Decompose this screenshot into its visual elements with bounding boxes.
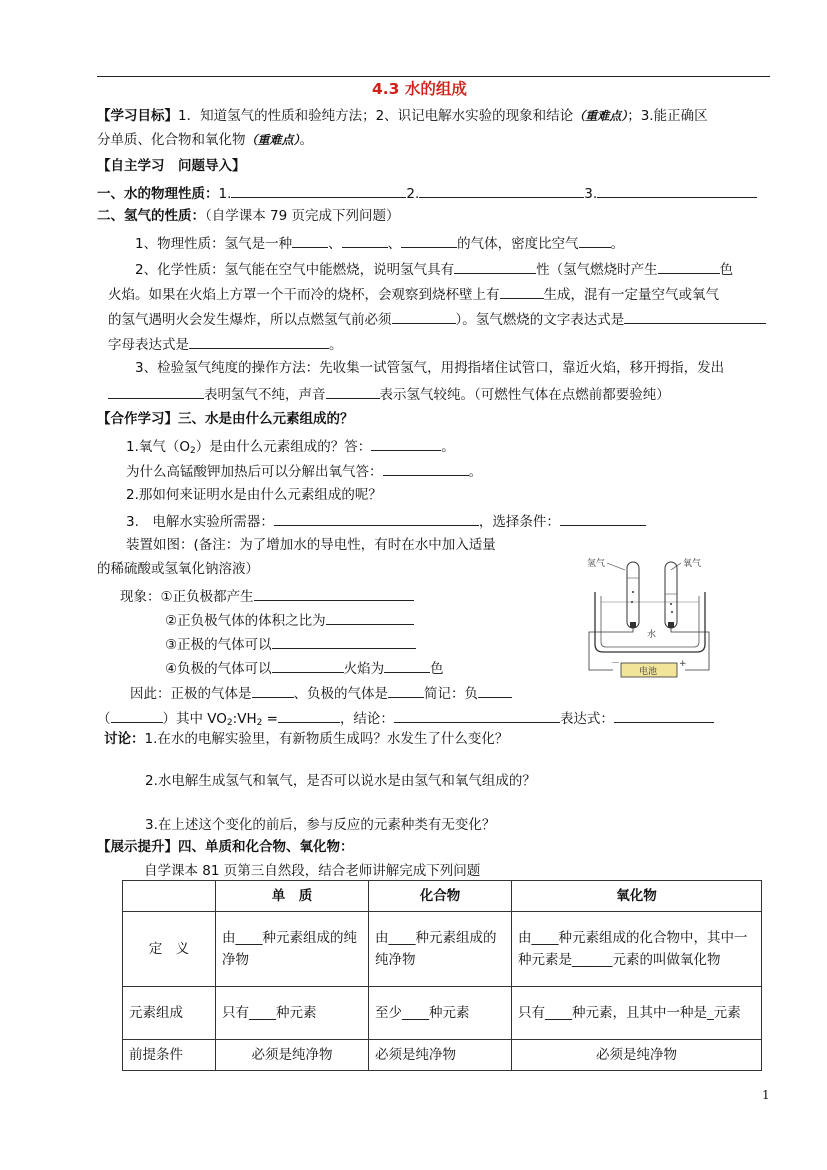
blank-negative-gas[interactable] [388, 683, 424, 698]
section-4-heading [97, 838, 354, 856]
blank-h2-density[interactable] [579, 233, 611, 248]
text: 。 [468, 464, 482, 480]
section-2-hint: （自学课本 79 页完成下列问题） [205, 208, 400, 224]
table-header-cell: 化合物 [369, 881, 512, 912]
text: ③正极的气体可以 [165, 637, 272, 653]
diagram-label-water: 水 [647, 630, 657, 640]
text: 1.在水的电解实验里，有新物质生成吗？水发生了什么变化？ [144, 731, 509, 747]
text: 3. 电解水实验所需器： [126, 514, 274, 530]
objectives-tag: 【学习目标】 [97, 108, 178, 124]
text: 简记：负 [424, 686, 478, 702]
blank-mnemonic-2[interactable] [111, 708, 163, 723]
objectives-note-2: （重难点） [245, 133, 300, 147]
blank-physical-1[interactable] [231, 183, 406, 198]
text: 色 [430, 661, 444, 677]
blank-obs-3[interactable] [272, 634, 416, 649]
section-4-intro: 自学课本 81 页第三自然段，结合老师讲解完成下列问题 [144, 863, 481, 879]
blank-physical-3[interactable] [597, 183, 757, 198]
blank-conclusion[interactable] [394, 708, 560, 723]
table-cell[interactable]: 只有____种元素，且其中一种是_元素 [512, 987, 762, 1040]
text: 字母表达式是 [108, 337, 189, 353]
objectives-end-2: 。 [299, 132, 314, 148]
table-cell[interactable]: 由____种元素组成的化合物中，其中一种元素是______元素的叫做氧化物 [512, 912, 762, 987]
subscript: 2 [190, 446, 196, 456]
text: 火焰。如果在火焰上方罩一个干而冷的烧杯，会观察到烧杯壁上有 [108, 287, 500, 303]
text: :VH [232, 711, 257, 727]
text: ）。氢气燃烧的文字表达式是 [455, 312, 625, 328]
blank-2-num: 2. [406, 186, 420, 202]
blank-ratio[interactable] [278, 708, 340, 723]
text: 。 [329, 337, 343, 353]
objectives-note-1: （重难点） [573, 109, 628, 123]
table-row [123, 987, 762, 1040]
text: 2、化学性质：氢气能在空气中能燃烧，说明氢气具有 [135, 262, 455, 278]
blank-word-equation[interactable] [624, 309, 766, 324]
hydrogen-chemical-line-3 [108, 309, 766, 329]
blank-condition[interactable] [560, 511, 646, 526]
text: 性（氢气燃烧时产生 [536, 262, 658, 278]
blank-flame-color[interactable] [658, 259, 720, 274]
text: （ [97, 711, 111, 727]
setup-note-2: 的稀硫酸或氢氧化钠溶液） [97, 561, 259, 577]
table-cell[interactable]: 由____种元素组成的纯净物 [216, 912, 369, 987]
discussion-label: 讨论： [104, 731, 145, 747]
blank-obs-1[interactable] [254, 586, 414, 601]
table-cell[interactable]: 由____种元素组成的纯净物 [369, 912, 512, 987]
show-heading: 四、单质和化合物、氧化物： [178, 839, 354, 855]
blank-3-num: 3. [584, 186, 598, 202]
page-title: 4.3 水的组成 [372, 80, 467, 98]
table-cell: 必须是纯净物 [512, 1040, 762, 1071]
observation-2 [165, 610, 414, 630]
text: 的氢气遇明火会发生爆炸，所以点燃氢气前必须 [108, 312, 392, 328]
blank-before-ignition[interactable] [392, 309, 456, 324]
blank-pure-sound[interactable] [326, 384, 380, 399]
text: ，选择条件： [478, 514, 560, 530]
table-cell: 必须是纯净物 [216, 1040, 369, 1071]
volume-ratio-line [97, 708, 714, 732]
water-trough [595, 592, 705, 652]
blank-mnemonic[interactable] [478, 683, 512, 698]
subscript: 2 [226, 718, 233, 728]
blank-h2-solubility[interactable] [401, 233, 457, 248]
blank-obs-4b[interactable] [384, 658, 430, 673]
text: ，结论： [339, 711, 394, 727]
blank-positive-gas[interactable] [252, 683, 294, 698]
coop-tag: 【合作学习】 [97, 411, 178, 427]
leader-line-hydrogen [607, 563, 625, 570]
page-number: 1 [762, 1088, 770, 1102]
table-row-label: 定 义 [123, 912, 216, 987]
text: 生成，混有一定量空气或氧气 [543, 287, 719, 303]
blank-impure-sound[interactable] [108, 384, 204, 399]
question-1 [126, 436, 455, 460]
table-cell: 必须是纯净物 [369, 1040, 512, 1071]
test-tube-oxygen [665, 562, 677, 628]
text: 表示氢气较纯。（可燃性气体在点燃前都要验纯） [379, 387, 670, 403]
text: = [262, 711, 278, 727]
blank-obs-2[interactable] [326, 610, 414, 625]
section-1-label: 一、水的物理性质： [97, 186, 219, 202]
bubble [631, 601, 633, 603]
section-3-heading [97, 410, 354, 428]
coop-heading: 三、水是由什么元素组成的？ [178, 411, 354, 427]
objectives-text-2: ；3.能正确区 [627, 108, 708, 124]
discussion-3: 3.在上述这个变化的前后，参与反应的元素种类有无变化？ [145, 817, 496, 833]
blank-h2-odor[interactable] [342, 233, 388, 248]
discussion-2: 2.水电解生成氢气和氧气，是否可以说水是由氢气和氧气组成的？ [145, 773, 536, 789]
text: 1.氧气（O [126, 439, 191, 455]
blank-h2-color[interactable] [292, 233, 328, 248]
therefore-line [130, 683, 512, 703]
blank-obs-4a[interactable] [272, 658, 344, 673]
subscript: 2 [256, 718, 263, 728]
purity-test-line-2 [108, 384, 670, 404]
text: 1、物理性质：氢气是一种 [135, 236, 293, 252]
observation-3 [165, 634, 416, 654]
text: 为什么高锰酸钾加热后可以分解出氧气答： [126, 464, 383, 480]
electrode-positive [668, 622, 674, 628]
objectives-line-2 [97, 131, 313, 149]
blank-symbol-equation[interactable] [189, 334, 329, 349]
table-header-cell: 氧化物 [512, 881, 762, 912]
question-2: 2.那如何来证明水是由什么元素组成的呢？ [126, 487, 382, 503]
blank-h2-flammability[interactable] [454, 259, 536, 274]
text: ）其中 VO [162, 711, 227, 727]
observation-1 [120, 586, 414, 606]
diagram-label-hydrogen: 氢气 [587, 559, 606, 569]
table-header-cell: 单 质 [216, 881, 369, 912]
text: 色 [719, 262, 734, 278]
blank-equipment[interactable] [274, 511, 479, 526]
table-cell[interactable]: 只有____种元素 [216, 987, 369, 1040]
hydrogen-physical-line [135, 233, 624, 253]
text: 因此：正极的气体是 [130, 686, 252, 702]
blank-beaker-product[interactable] [500, 284, 544, 299]
diagram-label-minus: － [611, 659, 621, 669]
table-row [123, 1040, 762, 1071]
table-header-cell [123, 881, 216, 912]
text: 火焰为 [343, 661, 385, 677]
bubble [632, 591, 634, 593]
section-1-line [97, 183, 757, 203]
bubble [671, 611, 673, 613]
blank-1-num: 1. [218, 186, 232, 202]
show-tag: 【展示提升】 [97, 839, 178, 855]
diagram-label-battery: 电池 [639, 667, 658, 677]
diagram-label-oxygen: 氧气 [683, 559, 702, 569]
electrode-negative [630, 622, 636, 628]
blank-physical-2[interactable] [419, 183, 584, 198]
classification-table [122, 880, 762, 1071]
text: 、 [387, 236, 402, 252]
purity-test-line-1: 3、检验氢气纯度的操作方法：先收集一试管氢气，用拇指堵住试管口，靠近火焰，移开拇指，发出 [135, 360, 725, 376]
text: 。 [610, 236, 625, 252]
table-row-label: 元素组成 [123, 987, 216, 1040]
table-header-row [123, 881, 762, 912]
text: 现象： [120, 589, 161, 605]
bubble [670, 603, 672, 605]
text: ④负极的气体可以 [165, 661, 272, 677]
diagram-label-plus: + [679, 659, 687, 669]
table-row [123, 912, 762, 987]
text: ①正负极都产生 [160, 589, 254, 605]
discussion-1 [104, 730, 508, 748]
text: 表明氢气不纯，声音 [204, 387, 326, 403]
text: 的气体，密度比空气 [457, 236, 579, 252]
blank-oxygen-elements[interactable] [371, 436, 441, 451]
text: 表达式： [559, 711, 614, 727]
objectives-line-2-text: 分单质、化合物和氧化物 [97, 132, 246, 148]
self-study-heading: 【自主学习 问题导入】 [97, 158, 246, 174]
text: 、负极的气体是 [293, 686, 388, 702]
table-cell[interactable]: 至少____种元素 [369, 987, 512, 1040]
setup-note-1: 装置如图：(备注：为了增加水的导电性，有时在水中加入适量 [126, 537, 496, 553]
objectives-text-1: 1．知道氢气的性质和验纯方法；2、识记电解水实验的现象和结论 [178, 108, 574, 124]
text: ）是由什么元素组成的？答： [195, 439, 372, 455]
hydrogen-chemical-line-2 [108, 284, 719, 304]
text: ②正负极气体的体积之比为 [165, 613, 326, 629]
blank-kmno4-answer[interactable] [383, 461, 469, 476]
test-tube-hydrogen [627, 562, 639, 628]
electrolysis-apparatus-diagram [585, 552, 713, 680]
table-row-label: 前提条件 [123, 1040, 216, 1071]
blank-expression[interactable] [614, 708, 714, 723]
section-2-heading [97, 207, 400, 225]
text: 、 [328, 236, 342, 252]
objectives-line-1 [97, 107, 708, 125]
hydrogen-chemical-line-4 [108, 334, 343, 354]
observation-4 [165, 658, 444, 678]
hydrogen-chemical-line-1 [135, 259, 733, 279]
question-3 [126, 511, 646, 531]
section-2-label: 二、氢气的性质： [97, 208, 205, 224]
text: 。 [441, 439, 455, 455]
question-1b [126, 461, 482, 481]
header-rule [97, 76, 770, 77]
